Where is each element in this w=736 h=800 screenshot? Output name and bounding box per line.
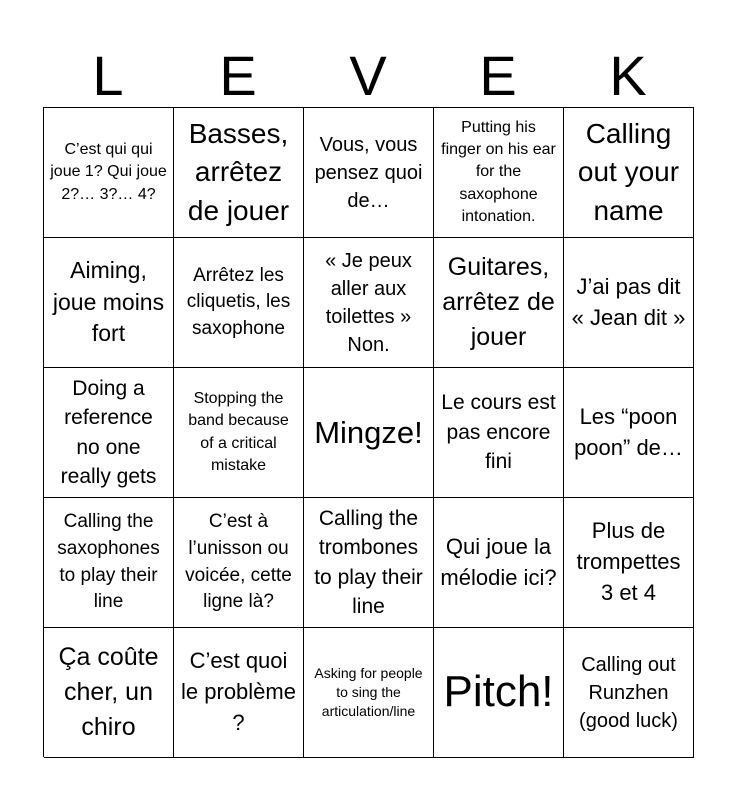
bingo-cell[interactable]: Le cours est pas encore fini bbox=[434, 368, 564, 498]
bingo-cell[interactable]: Calling out your name bbox=[564, 108, 694, 238]
bingo-cell[interactable]: Ça coûte cher, un chiro bbox=[44, 628, 174, 758]
bingo-cell[interactable]: J’ai pas dit « Jean dit » bbox=[564, 238, 694, 368]
bingo-cell[interactable]: Calling the saxophones to play their line bbox=[44, 498, 174, 628]
bingo-cell[interactable]: Qui joue la mélodie ici? bbox=[434, 498, 564, 628]
bingo-cell[interactable]: Calling out Runzhen (good luck) bbox=[564, 628, 694, 758]
header-letter-v: V bbox=[349, 44, 387, 107]
bingo-cell[interactable]: Doing a reference no one really gets bbox=[44, 368, 174, 498]
header-letter-l: L bbox=[92, 44, 124, 107]
header-letter-k: K bbox=[609, 44, 647, 107]
bingo-cell[interactable]: Calling the trombones to play their line bbox=[304, 498, 434, 628]
header-letter-e: E bbox=[479, 44, 517, 107]
bingo-header bbox=[43, 46, 693, 106]
bingo-cell[interactable]: Asking for people to sing the articulation/line bbox=[304, 628, 434, 758]
bingo-cell[interactable]: C’est quoi le problème ? bbox=[174, 628, 304, 758]
bingo-cell[interactable]: Basses, arrêtez de jouer bbox=[174, 108, 304, 238]
bingo-cell[interactable]: C’est qui qui joue 1? Qui joue 2?… 3?… 4? bbox=[44, 108, 174, 238]
bingo-cell[interactable]: C’est à l’unisson ou voicée, cette ligne là? bbox=[174, 498, 304, 628]
bingo-cell[interactable]: Pitch! bbox=[434, 628, 564, 758]
header-letter-e: E bbox=[219, 44, 257, 107]
bingo-cell[interactable]: Putting his finger on his ear for the saxophone intonation. bbox=[434, 108, 564, 238]
bingo-cell[interactable]: Mingze! bbox=[304, 368, 434, 498]
bingo-cell[interactable]: Aiming, joue moins fort bbox=[44, 238, 174, 368]
bingo-cell[interactable]: « Je peux aller aux toilettes » Non. bbox=[304, 238, 434, 368]
bingo-cell[interactable]: Plus de trompettes 3 et 4 bbox=[564, 498, 694, 628]
bingo-cell[interactable]: Stopping the band because of a critical mistake bbox=[174, 368, 304, 498]
bingo-cell[interactable]: Les “poon poon” de… bbox=[564, 368, 694, 498]
bingo-cell[interactable]: Arrêtez les cliquetis, les saxophone bbox=[174, 238, 304, 368]
bingo-board bbox=[43, 107, 694, 757]
bingo-cell[interactable]: Vous, vous pensez quoi de… bbox=[304, 108, 434, 238]
bingo-cell[interactable]: Guitares, arrêtez de jouer bbox=[434, 238, 564, 368]
